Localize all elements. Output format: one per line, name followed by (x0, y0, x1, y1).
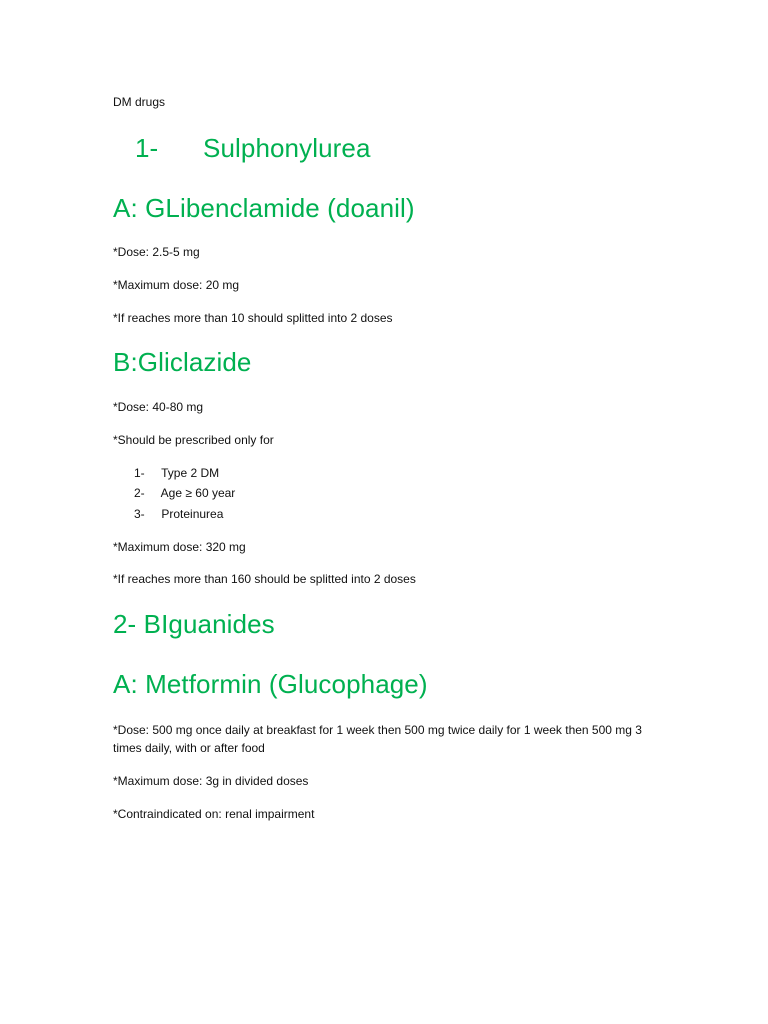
list-text: Proteinurea (161, 507, 224, 521)
drug-a-heading: A: GLibenclamide (doanil) (113, 193, 415, 223)
metformin-dose: *Dose: 500 mg once daily at breakfast for 1 week then 500 mg twice daily for 1 week then 500 mg 3 times daily, with or after food (113, 723, 642, 755)
drug-a-dose: *Dose: 2.5-5 mg (113, 245, 200, 259)
drug-a-note: *If reaches more than 10 should splitted into 2 doses (113, 311, 393, 325)
drug-b-prescribed-for: *Should be prescribed only for (113, 433, 274, 447)
list-item (134, 465, 219, 481)
document-title: DM drugs (113, 95, 166, 109)
drug-b-dose: *Dose: 40-80 mg (113, 400, 204, 414)
list-text: Type 2 DM (161, 466, 220, 480)
list-item (134, 506, 223, 522)
list-number: 3- (134, 507, 145, 521)
list-item (134, 485, 235, 501)
list-number: 1- (134, 466, 145, 480)
section-2-heading: 2- BIguanides (113, 609, 275, 639)
metformin-max-dose: *Maximum dose: 3g in divided doses (113, 774, 309, 788)
drug-b-heading: B:Gliclazide (113, 347, 252, 377)
metformin-heading: A: Metformin (Glucophage) (113, 669, 428, 699)
drug-a-max-dose: *Maximum dose: 20 mg (113, 278, 240, 292)
list-text: Age ≥ 60 year (160, 486, 236, 500)
section-1-number: 1- (135, 133, 159, 163)
drug-b-note: *If reaches more than 160 should be splitted into 2 doses (113, 572, 416, 586)
list-number: 2- (134, 486, 145, 500)
section-1-title: Sulphonylurea (203, 133, 371, 163)
drug-b-max-dose: *Maximum dose: 320 mg (113, 540, 246, 554)
metformin-contraindicated: *Contraindicated on: renal impairment (113, 807, 315, 821)
